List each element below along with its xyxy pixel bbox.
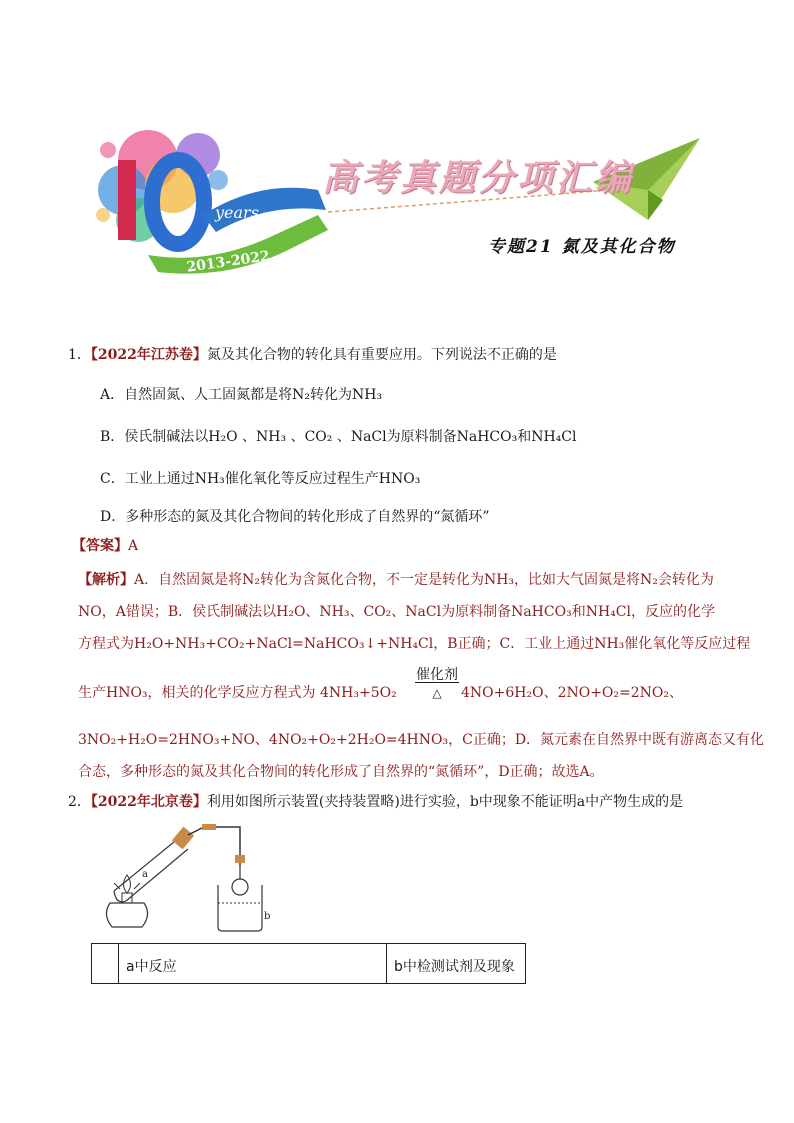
question-2-stem: [68, 792, 683, 812]
years-label: years: [215, 203, 259, 222]
apparatus-diagram: [92, 815, 292, 937]
analysis-line-3: 方程式为H₂O+NH₃+CO₂+NaCl=NaHCO₃↓+NH₄Cl，B正确；C．工业上通过NH₃催化氧化等反应过程: [78, 636, 751, 652]
analysis-label: 【解析】: [78, 572, 134, 588]
catalyst-label: 催化剂: [416, 667, 458, 683]
answer-line: [72, 530, 138, 563]
year-range-label: 2013-2022: [185, 248, 271, 276]
alcohol-lamp: [106, 875, 147, 927]
test-tube-a: [114, 827, 194, 902]
beaker-b: [218, 863, 262, 931]
paint-splash-logo: [96, 130, 228, 244]
option-c: C．工业上通过NH₃催化氧化等反应过程生产HNO₃: [100, 471, 421, 487]
answer-value: A: [128, 538, 139, 554]
answer-label: 【答案】: [72, 538, 128, 554]
question-source: 【2022年北京卷】: [90, 794, 207, 810]
topic-subtitle: 专题21 氮及其化合物: [488, 237, 676, 257]
analysis-line-2: NO，A错误；B．侯氏制碱法以H₂O、NH₃、CO₂、NaCl为原料制备NaHCO₃和NH₄Cl，反应的化学: [78, 604, 715, 620]
label-a: a: [142, 869, 148, 880]
table-header-reaction: a中反应: [126, 959, 177, 975]
analysis-line-5: 3NO₂+H₂O=2HNO₃+NO、4NO₂+O₂+2H₂O=4HNO₃，C正确；D．氮元素在自然界中既有游离态又有化: [78, 732, 765, 748]
label-b: b: [264, 911, 271, 922]
question-text: 利用如图所示装置(夹持装置略)进行实验，b中现象不能证明a中产物生成的是: [206, 794, 684, 810]
banner-title: 高考真题分项汇编: [322, 157, 635, 199]
option-a: A．自然固氮、人工固氮都是将N₂转化为NH₃: [100, 387, 383, 403]
reaction-table: [91, 943, 526, 984]
analysis-line-4a: 生产HNO₃，相关的化学反应方程式为 4NH₃+5O₂: [78, 685, 397, 701]
heat-symbol: △: [432, 686, 442, 700]
option-d: D．多种形态的氮及其化合物间的转化形成了自然界的“氮循环”: [100, 509, 490, 525]
question-number: 1．: [68, 347, 91, 363]
table-cell-index: [92, 944, 119, 983]
option-b: B．侯氏制碱法以H₂O 、NH₃ 、CO₂ 、NaCl为原料制备NaHCO₃和NH₄Cl: [100, 429, 577, 445]
analysis-line-6: 合态，多种形态的氮及其化合物间的转化形成了自然界的“氮循环”，D正确；故选A。: [78, 764, 604, 780]
reaction-bar: [415, 682, 459, 683]
question-source: 【2022年江苏卷】: [90, 347, 207, 363]
question-number: 2．: [68, 794, 91, 810]
table-header-detection: b中检测试剂及现象: [394, 959, 515, 975]
question-text: 氮及其化合物的转化具有重要应用。下列说法不正确的是: [206, 347, 557, 363]
analysis-line-1: 【解析】A．自然固氮是将N₂转化为含氮化合物，不一定是转化为NH₃，比如大气固氮是将N₂会转化为: [78, 572, 714, 588]
analysis-line-4b: 4NO+6H₂O、2NO+O₂=2NO₂、: [461, 685, 684, 701]
question-1-stem: [68, 345, 557, 365]
